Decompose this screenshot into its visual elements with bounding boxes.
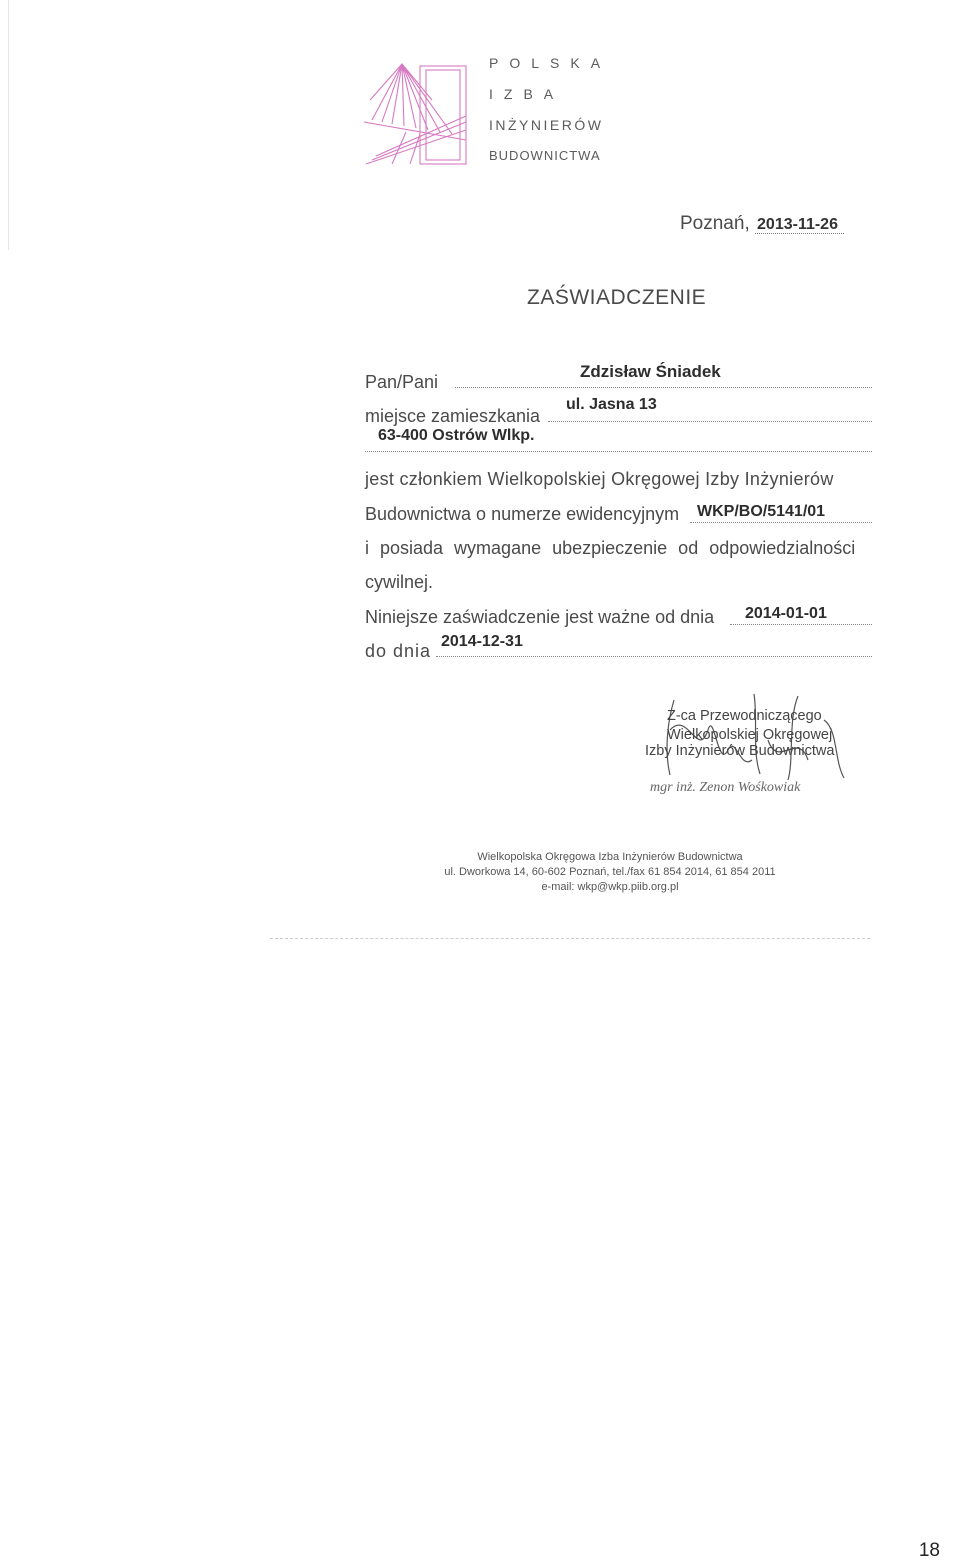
issue-date: 2013-11-26 bbox=[755, 216, 844, 234]
org-name-line-4: BUDOWNICTWA bbox=[489, 148, 601, 163]
valid-to-label: do dnia bbox=[365, 641, 432, 661]
name-label: Pan/Pani bbox=[365, 372, 439, 392]
body-line-3: i posiada wymagane ubezpieczenie od odpowiedzialności bbox=[365, 538, 856, 558]
membership-dotted-line bbox=[690, 522, 872, 523]
body-line-2: Budownictwa o numerze ewidencyjnym bbox=[365, 504, 680, 524]
org-name-line-1: POLSKA bbox=[489, 55, 612, 71]
address-label: miejsce zamieszkania bbox=[365, 406, 541, 426]
piib-logo-icon bbox=[362, 60, 480, 168]
body-line-1: jest członkiem Wielkopolskiej Okręgowej Izby Inżynierów bbox=[365, 469, 834, 489]
membership-number: WKP/BO/5141/01 bbox=[697, 503, 826, 520]
signatory-role-line-2: Wielkopolskiej Okręgowej bbox=[667, 727, 833, 743]
name-dotted-line bbox=[455, 387, 872, 388]
footer-address: ul. Dworkowa 14, 60-602 Poznań, tel./fax 61 854 2014, 61 854 2011 bbox=[444, 866, 776, 878]
city: Poznań, bbox=[680, 213, 750, 234]
document-title: ZAŚWIADCZENIE bbox=[527, 286, 707, 309]
valid-from-label: Niniejsze zaświadczenie jest ważne od dnia bbox=[365, 607, 715, 627]
footer-email: e-mail: wkp@wkp.piib.org.pl bbox=[541, 881, 679, 893]
valid-to-date: 2014-12-31 bbox=[441, 633, 523, 650]
place-date bbox=[680, 213, 844, 235]
footer-org-name: Wielkopolska Okręgowa Izba Inżynierów Budownictwa bbox=[477, 851, 743, 863]
bottom-divider bbox=[270, 938, 870, 939]
scan-edge-line bbox=[8, 0, 9, 250]
address-city-dotted-line bbox=[365, 451, 872, 452]
signatory-role-line-3: Izby Inżynierów Budownictwa bbox=[645, 743, 835, 759]
org-name-line-2: IZBA bbox=[489, 86, 565, 102]
address-city: 63-400 Ostrów Wlkp. bbox=[378, 427, 535, 444]
name-value: Zdzisław Śniadek bbox=[580, 362, 721, 381]
valid-from-date: 2014-01-01 bbox=[745, 605, 827, 622]
address-street: ul. Jasna 13 bbox=[566, 396, 657, 413]
signatory-name: mgr inż. Zenon Wośkowiak bbox=[650, 780, 801, 795]
page-number: 18 bbox=[918, 1540, 940, 1561]
body-line-4: cywilnej. bbox=[365, 572, 434, 592]
address-dotted-line bbox=[548, 421, 872, 422]
valid-from-dotted-line bbox=[730, 624, 872, 625]
valid-to-dotted-line bbox=[436, 656, 872, 657]
org-name-line-3: INŻYNIERÓW bbox=[489, 117, 604, 133]
signatory-role-line-1: Z-ca Przewodniczącego bbox=[667, 708, 822, 724]
